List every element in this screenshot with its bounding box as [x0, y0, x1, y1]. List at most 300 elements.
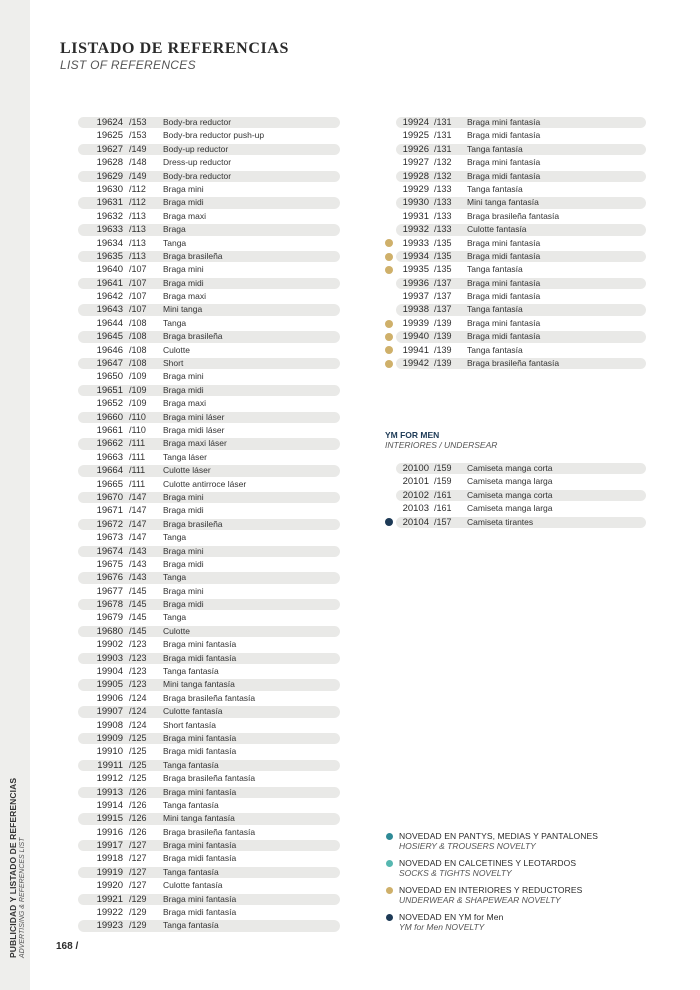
reference-page: /143	[129, 545, 147, 556]
reference-description: Braga midi láser	[163, 424, 225, 435]
reference-description: Body-bra reductor push-up	[163, 130, 265, 141]
reference-code: 19663	[96, 451, 123, 463]
reference-description: Braga midi fantasía	[467, 291, 541, 302]
table-row	[78, 143, 340, 156]
reference-code: 19652	[96, 398, 123, 410]
table-row	[384, 330, 646, 343]
reference-code: 19918	[96, 853, 123, 865]
reference-page: /123	[129, 652, 147, 663]
table-row	[78, 437, 340, 450]
reference-description: Tanga fantasía	[467, 143, 523, 154]
reference-code: 19917	[96, 840, 123, 852]
reference-description: Braga midi	[163, 599, 204, 610]
reference-description: Tanga fantasía	[467, 304, 523, 315]
reference-description: Braga mini fantasía	[467, 157, 541, 168]
table-row	[78, 852, 340, 865]
reference-description: Braga midi fantasía	[163, 853, 237, 864]
reference-description: Braga brasileña fantasía	[163, 773, 256, 784]
reference-description: Braga mini fantasía	[467, 237, 541, 248]
table-row	[78, 317, 340, 330]
reference-page: /110	[129, 411, 146, 422]
table-row	[78, 625, 340, 638]
reference-page: /109	[129, 398, 147, 409]
reference-code: 19650	[96, 371, 123, 383]
reference-description: Tanga	[163, 532, 187, 543]
reference-page: /108	[129, 358, 147, 369]
reference-description: Culotte fantasía	[163, 880, 223, 891]
reference-page: /131	[434, 143, 452, 154]
reference-code: 19909	[96, 732, 123, 744]
reference-description: Tanga	[163, 572, 187, 583]
legend-title: NOVEDAD EN INTERIORES Y REDUCTORES	[399, 885, 583, 895]
reference-page: /153	[129, 130, 147, 141]
table-row	[78, 598, 340, 611]
table-row	[384, 502, 646, 515]
table-row	[78, 839, 340, 852]
table-row	[384, 116, 646, 129]
table-row	[78, 210, 340, 223]
table-row	[78, 250, 340, 263]
reference-description: Braga mini	[163, 545, 204, 556]
reference-code: 19645	[96, 331, 123, 343]
table-row	[78, 906, 340, 919]
reference-code: 19903	[96, 652, 123, 664]
table-row	[78, 491, 340, 504]
table-row	[78, 116, 340, 129]
reference-page: /137	[434, 277, 452, 288]
reference-description: Braga mini	[163, 264, 204, 275]
reference-list-right	[384, 116, 646, 370]
reference-code: 19940	[402, 331, 429, 343]
reference-code: 19925	[402, 130, 429, 142]
reference-code: 19661	[96, 424, 123, 436]
reference-code: 19647	[96, 358, 123, 370]
reference-description: Camiseta manga corta	[467, 489, 553, 500]
legend-title: NOVEDAD EN CALCETINES Y LEOTARDOS	[399, 858, 577, 868]
reference-description: Tanga láser	[163, 451, 207, 462]
reference-code: 20101	[402, 476, 429, 488]
reference-page: /110	[129, 424, 146, 435]
reference-description: Braga mini fantasía	[163, 893, 237, 904]
table-row	[78, 370, 340, 383]
reference-code: 19926	[402, 143, 429, 155]
reference-page: /147	[129, 518, 147, 529]
table-row	[78, 692, 340, 705]
reference-code: 19938	[402, 304, 429, 316]
reference-page: /107	[129, 264, 147, 275]
reference-code: 19923	[96, 920, 123, 932]
reference-description: Tanga fantasía	[163, 920, 219, 931]
table-row	[78, 558, 340, 571]
legend-item	[385, 831, 685, 858]
reference-description: Braga midi	[163, 558, 204, 569]
reference-page: /123	[129, 679, 147, 690]
table-row	[78, 277, 340, 290]
page-title: LISTADO DE REFERENCIAS	[60, 40, 289, 57]
table-row	[78, 772, 340, 785]
table-row	[78, 719, 340, 732]
men-section-subtitle: INTERIORES / UNDERSEAR	[385, 440, 498, 450]
reference-description: Short	[163, 358, 184, 369]
reference-description: Body-bra reductor	[163, 117, 232, 127]
table-row	[78, 290, 340, 303]
reference-code: 20104	[402, 516, 429, 528]
reference-description: Tanga	[163, 317, 187, 328]
reference-code: 19632	[96, 210, 123, 222]
table-row	[78, 170, 340, 183]
reference-page: /159	[434, 463, 452, 473]
reference-page: /129	[129, 907, 147, 918]
reference-code: 19678	[96, 599, 123, 611]
reference-description: Braga maxi	[163, 398, 206, 409]
table-row	[78, 732, 340, 745]
reference-page: /109	[129, 384, 147, 395]
reference-description: Culotte fantasía	[467, 224, 527, 235]
reference-description: Body-up reductor	[163, 143, 229, 154]
reference-description: Camiseta tirantes	[467, 516, 534, 527]
reference-description: Braga brasileña	[163, 250, 223, 261]
reference-code: 19920	[96, 880, 123, 892]
reference-description: Mini tanga fantasía	[163, 813, 235, 824]
reference-description: Braga	[163, 224, 186, 235]
reference-page: /137	[434, 291, 452, 302]
reference-description: Braga mini	[163, 183, 204, 194]
reference-description: Tanga fantasía	[467, 183, 523, 194]
reference-page: /123	[129, 666, 147, 677]
reference-code: 19643	[96, 304, 123, 316]
reference-page: /143	[129, 572, 147, 583]
reference-page: /124	[129, 706, 147, 717]
reference-page: /149	[129, 170, 147, 181]
reference-code: 19662	[96, 438, 123, 450]
reference-code: 19673	[96, 532, 123, 544]
table-row	[78, 344, 340, 357]
table-row	[384, 357, 646, 370]
reference-code: 19630	[96, 183, 123, 195]
reference-page: /145	[129, 585, 147, 596]
table-row	[78, 919, 340, 932]
reference-code: 19910	[96, 746, 123, 758]
reference-code: 19665	[96, 478, 123, 490]
reference-page: /124	[129, 692, 147, 703]
table-row	[384, 263, 646, 276]
reference-code: 19640	[96, 264, 123, 276]
table-row	[78, 303, 340, 316]
reference-page: /126	[129, 799, 147, 810]
reference-page: /139	[434, 358, 452, 369]
table-row	[78, 799, 340, 812]
reference-code: 19642	[96, 291, 123, 303]
reference-page: /126	[129, 813, 147, 824]
reference-description: Braga maxi láser	[163, 438, 227, 449]
reference-list-left	[78, 116, 340, 933]
reference-page: /135	[434, 237, 452, 248]
table-row	[384, 489, 646, 502]
table-row	[78, 812, 340, 825]
reference-description: Dress-up reductor	[163, 157, 232, 168]
reference-description: Braga brasileña fantasía	[467, 210, 560, 221]
reference-code: 19664	[96, 465, 123, 477]
table-row	[384, 317, 646, 330]
reference-description: Tanga fantasía	[467, 344, 523, 355]
table-row	[78, 263, 340, 276]
reference-description: Braga mini fantasía	[467, 277, 541, 288]
reference-code: 19937	[402, 291, 429, 303]
reference-page: /113	[129, 224, 146, 235]
reference-page: /135	[434, 264, 452, 275]
reference-code: 19935	[402, 264, 429, 276]
reference-code: 19905	[96, 679, 123, 691]
reference-code: 19931	[402, 210, 429, 222]
reference-code: 19677	[96, 585, 123, 597]
reference-code: 19929	[402, 183, 429, 195]
reference-page: /143	[129, 558, 147, 569]
reference-description: Braga mini fantasía	[163, 732, 237, 743]
reference-code: 19671	[96, 505, 123, 517]
reference-page: /111	[129, 438, 146, 449]
reference-code: 19679	[96, 612, 123, 624]
legend-item	[385, 885, 685, 912]
table-row	[78, 826, 340, 839]
reference-page: /129	[129, 893, 147, 904]
reference-description: Mini tanga fantasía	[163, 679, 235, 690]
reference-description: Braga brasileña fantasía	[467, 358, 560, 369]
table-row	[78, 745, 340, 758]
reference-description: Braga brasileña fantasía	[163, 826, 256, 837]
table-row	[78, 330, 340, 343]
men-section-header	[385, 430, 497, 450]
table-row	[78, 504, 340, 517]
reference-description: Braga brasileña fantasía	[163, 692, 256, 703]
reference-description: Camiseta manga larga	[467, 503, 553, 514]
reference-description: Braga midi	[163, 384, 204, 395]
reference-code: 19644	[96, 317, 123, 329]
reference-description: Braga midi	[163, 197, 204, 208]
reference-description: Braga midi fantasía	[163, 746, 237, 757]
reference-code: 19907	[96, 706, 123, 718]
reference-description: Braga midi fantasía	[163, 652, 237, 663]
table-row	[78, 237, 340, 250]
reference-page: /113	[129, 210, 146, 221]
table-row	[78, 223, 340, 236]
table-row	[384, 516, 646, 529]
legend-title: NOVEDAD EN PANTYS, MEDIAS Y PANTALONES	[399, 831, 599, 841]
reference-code: 19641	[96, 277, 123, 289]
reference-page: /159	[434, 476, 452, 487]
reference-page: /111	[129, 478, 146, 489]
reference-description: Braga midi fantasía	[467, 130, 541, 141]
reference-description: Braga midi fantasía	[163, 907, 237, 918]
reference-description: Braga midi fantasía	[467, 331, 541, 342]
reference-description: Braga mini fantasía	[163, 786, 237, 797]
legend-dot-icon	[386, 914, 393, 921]
table-row	[78, 893, 340, 906]
table-row	[78, 866, 340, 879]
reference-code: 19633	[96, 224, 123, 236]
reference-code: 19906	[96, 692, 123, 704]
reference-code: 20103	[402, 503, 429, 515]
reference-page: /107	[129, 291, 147, 302]
legend-subtitle: HOSIERY & TROUSERS NOVELTY	[399, 841, 536, 851]
table-row	[78, 665, 340, 678]
reference-code: 19646	[96, 344, 123, 356]
reference-page: /125	[129, 773, 147, 784]
table-row	[78, 545, 340, 558]
reference-page: /145	[129, 625, 147, 636]
reference-page: /112	[129, 183, 146, 194]
reference-page: /133	[434, 210, 452, 221]
reference-code: 19911	[97, 759, 123, 771]
reference-code: 19941	[402, 344, 429, 356]
reference-code: 19927	[402, 157, 429, 169]
reference-code: 19680	[96, 625, 123, 637]
table-row	[78, 531, 340, 544]
reference-page: /123	[129, 639, 147, 650]
reference-description: Braga mini fantasía	[163, 639, 237, 650]
table-row	[384, 223, 646, 236]
table-row	[78, 357, 340, 370]
table-row	[384, 303, 646, 316]
table-row	[384, 183, 646, 196]
reference-code: 19627	[96, 143, 123, 155]
reference-description: Camiseta manga corta	[467, 463, 553, 473]
page-header	[60, 40, 289, 72]
reference-description: Braga midi	[163, 277, 204, 288]
reference-page: /133	[434, 197, 452, 208]
reference-description: Culotte	[163, 344, 190, 355]
reference-description: Braga midi	[163, 505, 204, 516]
reference-page: /111	[129, 465, 146, 476]
reference-code: 19908	[96, 719, 123, 731]
legend-item	[385, 858, 685, 885]
reference-page: /153	[129, 117, 147, 127]
reference-page: /108	[129, 331, 147, 342]
table-row	[78, 424, 340, 437]
reference-description: Braga brasileña	[163, 331, 223, 342]
sidebar-title: PUBLICIDAD Y LISTADO DE REFERENCIAS	[8, 777, 18, 958]
reference-page: /127	[129, 840, 147, 851]
reference-page: /149	[129, 143, 147, 154]
reference-code: 19912	[96, 773, 123, 785]
reference-page: /135	[434, 250, 452, 261]
reference-page: /145	[129, 612, 147, 623]
reference-description: Tanga fantasía	[467, 264, 523, 275]
reference-description: Braga midi fantasía	[467, 170, 541, 181]
reference-code: 19916	[96, 826, 123, 838]
table-row	[384, 290, 646, 303]
reference-description: Culotte láser	[163, 465, 211, 476]
table-row	[384, 277, 646, 290]
table-row	[78, 705, 340, 718]
reference-description: Braga mini láser	[163, 411, 225, 422]
reference-description: Braga mini fantasía	[163, 840, 237, 851]
legend-subtitle: UNDERWEAR & SHAPEWEAR NOVELTY	[399, 895, 561, 905]
reference-code: 19913	[96, 786, 123, 798]
reference-code: 19628	[96, 157, 123, 169]
reference-code: 19631	[96, 197, 123, 209]
table-row	[384, 129, 646, 142]
reference-code: 20100	[402, 463, 429, 474]
reference-page: /124	[129, 719, 147, 730]
reference-description: Mini tanga	[163, 304, 203, 315]
reference-page: /147	[129, 532, 147, 543]
table-row	[78, 786, 340, 799]
reference-description: Braga maxi	[163, 291, 206, 302]
reference-code: 19942	[402, 358, 429, 370]
reference-code: 19936	[402, 277, 429, 289]
reference-code: 19919	[96, 866, 123, 878]
reference-page: /139	[434, 317, 452, 328]
reference-description: Tanga fantasía	[163, 759, 219, 770]
reference-page: /161	[434, 489, 452, 500]
reference-code: 19939	[402, 317, 429, 329]
table-row	[78, 384, 340, 397]
legend-subtitle: SOCKS & TIGHTS NOVELTY	[399, 868, 512, 878]
reference-description: Tanga fantasía	[163, 866, 219, 877]
reference-page: /125	[129, 759, 147, 770]
reference-description: Braga mini	[163, 371, 204, 382]
reference-page: /139	[434, 331, 452, 342]
table-row	[384, 462, 646, 475]
men-section-title: YM FOR MEN	[385, 430, 440, 440]
reference-page: /125	[129, 746, 147, 757]
reference-description: Tanga fantasía	[163, 666, 219, 677]
sidebar-label	[3, 558, 27, 958]
table-row	[384, 156, 646, 169]
reference-description: Tanga	[163, 612, 187, 623]
reference-page: /113	[129, 237, 146, 248]
novelty-legend	[385, 831, 685, 939]
reference-code: 19676	[96, 572, 123, 584]
reference-code: 19934	[402, 250, 429, 262]
legend-dot-icon	[386, 860, 393, 867]
table-row	[78, 879, 340, 892]
legend-dot-icon	[386, 887, 393, 894]
reference-page: /113	[129, 250, 146, 261]
reference-page: /145	[129, 599, 147, 610]
reference-code: 19930	[402, 197, 429, 209]
reference-description: Braga mini	[163, 585, 204, 596]
reference-description: Braga mini fantasía	[467, 317, 541, 328]
reference-code: 19624	[96, 117, 123, 128]
reference-code: 19933	[402, 237, 429, 249]
reference-page: /157	[434, 516, 452, 527]
reference-code: 19674	[96, 545, 123, 557]
table-row	[78, 411, 340, 424]
reference-code: 19672	[96, 518, 123, 530]
table-row	[78, 678, 340, 691]
table-row	[78, 183, 340, 196]
table-row	[78, 129, 340, 142]
table-row	[384, 196, 646, 209]
reference-code: 19660	[96, 411, 123, 423]
reference-code: 19902	[96, 639, 123, 651]
reference-description: Braga brasileña	[163, 518, 223, 529]
reference-page: /147	[129, 491, 147, 502]
table-row	[78, 397, 340, 410]
table-row	[78, 611, 340, 624]
reference-page: /147	[129, 505, 147, 516]
reference-code: 19915	[96, 813, 123, 825]
page-subtitle: LIST OF REFERENCES	[60, 58, 196, 72]
reference-code: 19651	[96, 384, 123, 396]
table-row	[78, 478, 340, 491]
reference-page: /127	[129, 853, 147, 864]
reference-code: 19634	[96, 237, 123, 249]
legend-title: NOVEDAD EN YM for Men	[399, 912, 504, 922]
table-row	[78, 585, 340, 598]
reference-page: /109	[129, 371, 147, 382]
